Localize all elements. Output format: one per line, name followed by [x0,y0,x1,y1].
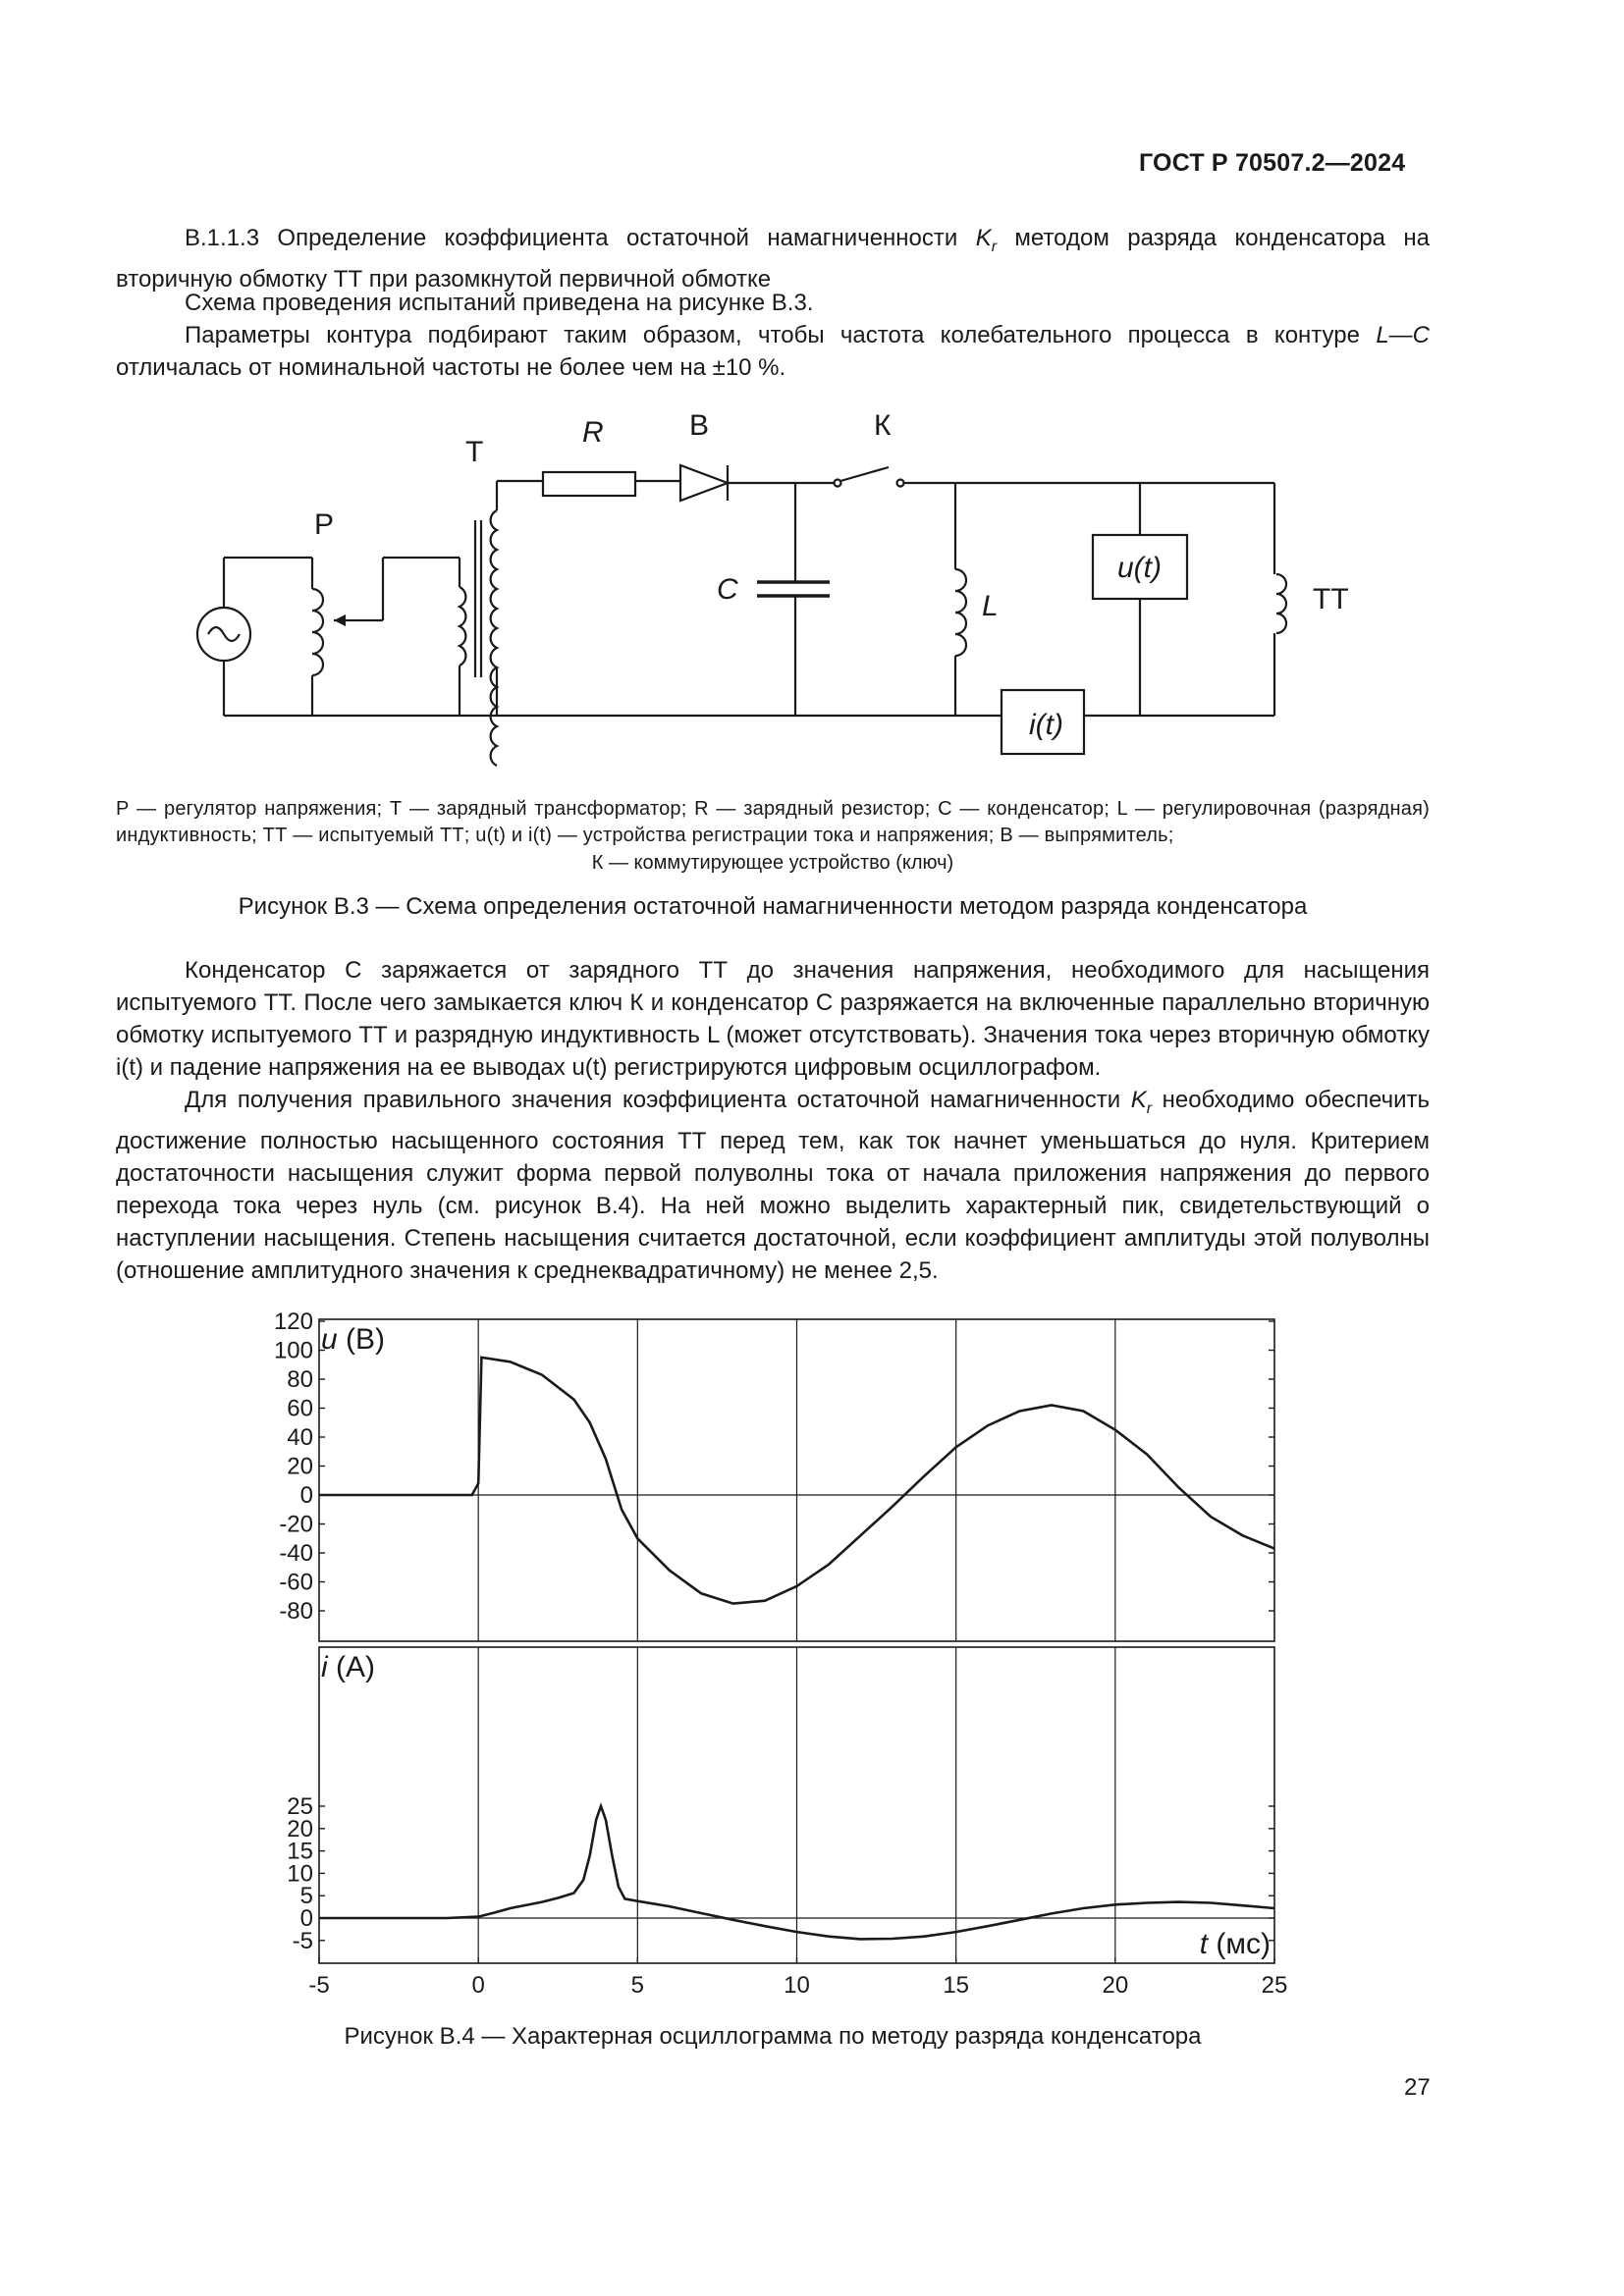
x-tick-label: 10 [784,1972,810,1999]
kr-symbol: K [975,225,992,251]
section-paragraph-1 [116,222,1430,295]
body-paragraph-5 [116,1084,1430,1287]
label-rectifier: В [689,409,710,442]
kr-symbol-2: K [1130,1087,1147,1113]
y-tick-label: 40 [287,1424,313,1451]
p1-text-b: методом разряда конденсатора на вторичную обмотку ТТ при разомкнутой первичной обмотке [116,225,1431,293]
circuit-diagram [177,398,1394,775]
figure-legend: Р — регулятор напряжения; Т — зарядный трансформатор; R — зарядный резистор; С — конденсатор; L — регулировочная (разрядная) индуктивность; ТТ — испытуемый ТТ; u(t) и i(t) — устройства регистрации тока и напряжения; В — выпрямитель; [116,798,1430,846]
resistor-symbol [543,472,635,496]
label-switch: К [874,409,892,442]
label-voltage-recorder: u(t) [1117,552,1162,584]
x-tick-label: -5 [308,1972,330,1999]
wiper-arrow-icon [334,614,346,626]
x-tick-label: 25 [1261,1972,1288,1999]
document-standard-number: ГОСТ Р 70507.2—2024 [1139,149,1406,177]
y-tick-label: 20 [287,1815,313,1842]
label-tested-ct: ТТ [1313,583,1349,615]
label-resistor: R [582,416,604,449]
transformer-primary-coil [460,587,465,666]
y-tick-label: -60 [279,1569,313,1596]
label-current-recorder: i(t) [1029,709,1063,741]
p3-text-a: Параметры контура подбирают таким образом, чтобы частота колебательного процесса в контуре [185,322,1377,348]
y-tick-label: 100 [273,1337,313,1364]
x-tick-label: 20 [1102,1972,1129,1999]
y-tick-label: 25 [287,1793,313,1820]
ac-sine-icon [208,627,240,641]
label-transformer: Т [465,436,484,468]
label-inductor: L [982,590,999,622]
label-regulator: Р [314,508,335,541]
y-tick-label: 20 [287,1453,313,1480]
y-tick-label: -40 [279,1540,313,1567]
p5-text-b: необходимо обеспечить достижение полностью насыщенного состояния ТТ перед тем, как ток начнет уменьшаться до нуля. Критерием достаточности насыщения служит форма первой полуволны тока от начала приложения напряжения до первого перехода тока через нуль (см. рисунок В.4). На ней можно выделить характерный пик, свидетельствующий о наступлении насыщения. Степень насыщения считается достаточной, если коэффициент амплитуды этой полуволны (отношение амплитудного значения к среднеквадратичному) не менее 2,5. [116,1087,1431,1284]
diode-symbol [680,465,728,501]
y-tick-label: -5 [292,1927,313,1954]
figure-b3-caption: Рисунок В.3 — Схема определения остаточной намагниченности методом разряда конденсатора [238,893,1308,920]
y-tick-label: 0 [299,1905,313,1932]
page-number: 27 [1404,2074,1431,2101]
regulator-coil [312,589,323,675]
p1-text-a: В.1.1.3 Определение коэффициента остаточной намагниченности [185,225,976,251]
section-paragraph-2: Схема проведения испытаний приведена на рисунке В.3. [185,290,814,316]
y-tick-label: 10 [287,1860,313,1888]
y-tick-label: 120 [273,1308,313,1335]
figure-b4-caption: Рисунок В.4 — Характерная осциллограмма по методу разряда конденсатора [344,2023,1202,2050]
y-tick-label: 60 [287,1395,313,1422]
y-tick-label: 15 [287,1838,313,1865]
inductor-L-coil [955,569,966,656]
x-tick-label: 15 [943,1972,970,1999]
x-tick-label: 5 [630,1972,645,1999]
kr-subscript: r [991,238,998,255]
y-tick-label: 80 [287,1366,313,1393]
body-paragraph-4: Конденсатор С заряжается от зарядного ТТ до значения напряжения, необходимого для насыщения испытуемого ТТ. После чего замыкается ключ К и конденсатор С разряжается на включенные параллельно вторичную обмотку испытуемого ТТ и разрядную индуктивность L (может отсутствовать). Значения тока через вторичную обмотку i(t) и падение напряжения на ее выводах u(t) регистрируются цифровым осциллографом. [116,957,1430,1081]
y-axis-label-1: u (В) [321,1323,386,1356]
section-paragraph-3 [116,319,1430,384]
figure-legend-line2: К — коммутирующее устройство (ключ) [591,852,954,874]
y-axis-label-2: i (А) [321,1651,375,1683]
y-tick-label: -20 [279,1511,313,1538]
p3-text-b: отличалась от номинальной частоты не более чем на ±10 %. [116,354,786,381]
switch-blade [840,467,889,481]
p5-text-a: Для получения правильного значения коэффициента остаточной намагниченности [185,1087,1131,1113]
transformer-secondary-coil [491,510,497,766]
x-tick-label: 0 [471,1972,485,1999]
lc-symbol: L—C [1376,322,1430,348]
y-tick-label: 0 [299,1482,313,1509]
y-tick-label: -80 [279,1598,313,1625]
x-axis-label: t (мс) [1199,1928,1271,1960]
kr-subscript-2: r [1146,1099,1153,1117]
label-capacitor: C [717,573,738,606]
y-tick-label: 5 [299,1883,313,1910]
tested-ct-coil [1276,574,1286,633]
oscillogram-chart [245,1306,1316,2012]
